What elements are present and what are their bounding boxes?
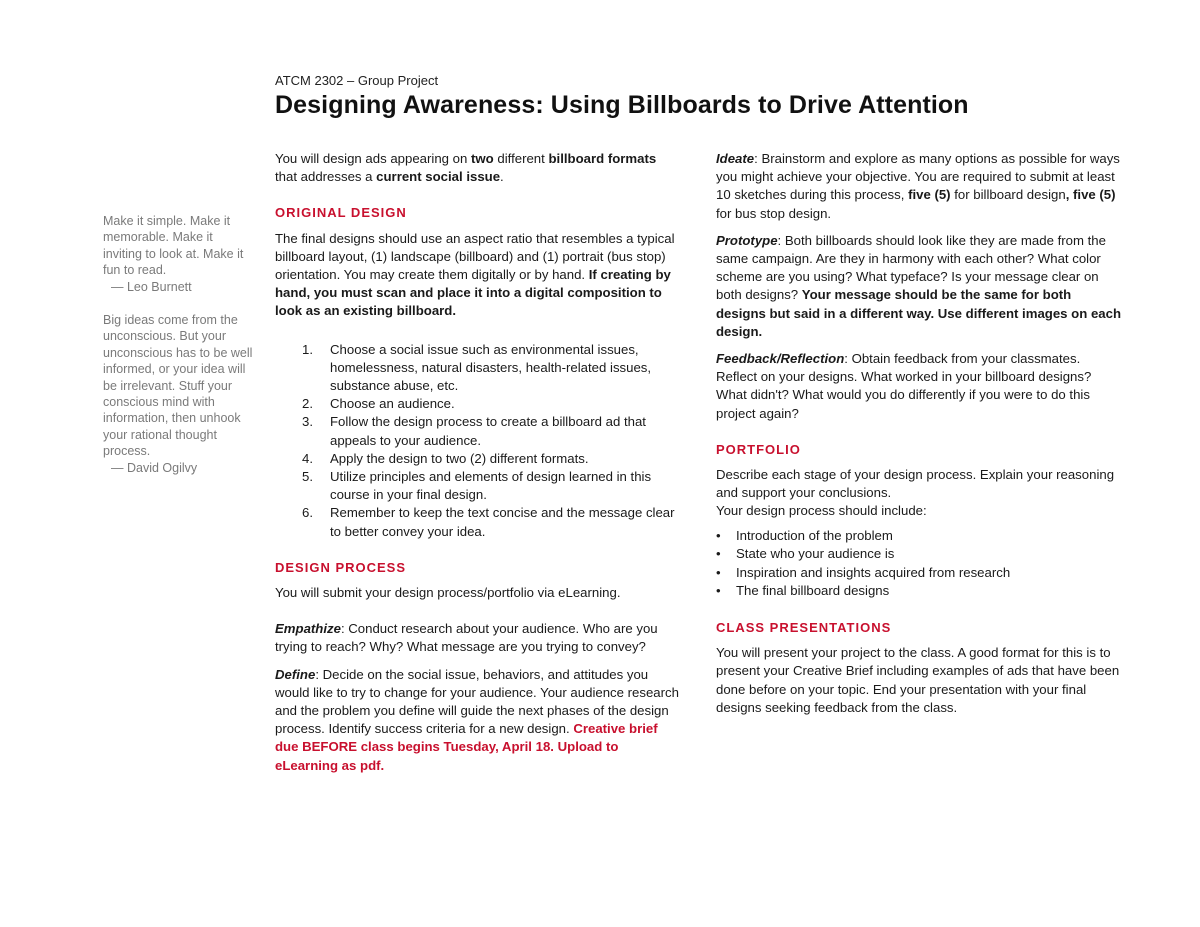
intro-bold: two (471, 151, 494, 166)
prototype-paragraph (716, 232, 1121, 341)
portfolio-list (716, 527, 1121, 601)
ideate-text: for bus stop design. (716, 205, 832, 221)
list-item: • Inspiration and insights acquired from research (716, 564, 1121, 583)
empathize-paragraph (275, 620, 680, 656)
list-number: 5. (302, 469, 313, 485)
empathize-text: : Conduct research about your audience. Who are you trying to reach? Why? What message are you trying to convey? (275, 621, 658, 655)
define-text: : Decide on the social issue, behaviors, and attitudes you would like to try to change for your audience. Your audience research and the problem you define will guide the next phases of the design process. Identify success criteria for a new design. (275, 666, 679, 737)
list-text: Choose an audience. (330, 396, 455, 412)
prototype-label: Prototype (716, 232, 778, 248)
course-label: ATCM 2302 – Group Project (275, 73, 439, 88)
prototype-text: : Both billboards should look like they are made from the same campaign. Are they in harmony with each other? What color scheme are you using? What typeface? Is your message clear on both designs? (716, 232, 1106, 303)
list-number: 6. (302, 505, 313, 521)
class-presentations-paragraph: You will present your project to the class. A good format for this is to present your Creative Brief including examples of ads that have been done before on your topic. End your presentation with your final designs seeking feedback from the class. (716, 645, 1120, 715)
intro-paragraph (275, 150, 680, 186)
feedback-label: Feedback/Reflection (716, 351, 845, 367)
list-item: • State who your audience is (716, 545, 1121, 564)
portfolio-paragraph (716, 466, 1121, 521)
list-text: Remember to keep the text concise and the message clear to better convey your idea. (330, 505, 675, 539)
feedback-paragraph (716, 350, 1121, 423)
ideate-text: : Brainstorm and explore as many options as possible for ways you might achieve your objective. You are required to submit at least 10 sketches during this process, (716, 151, 1120, 203)
list-text: Follow the design process to create a billboard ad that appeals to your audience. (330, 414, 646, 448)
list-item (275, 450, 680, 468)
list-item (275, 341, 680, 396)
list-item: • Introduction of the problem (716, 527, 1121, 546)
ideate-text: for billboard design (950, 187, 1066, 203)
sidebar-quotes (103, 213, 253, 476)
design-process-heading: DESIGN PROCESS (275, 559, 407, 575)
intro-text: . (500, 169, 504, 185)
portfolio-text: Describe each stage of your design process. Explain your reasoning and support your conclusions. (716, 467, 1115, 501)
empathize-label: Empathize (275, 621, 341, 637)
intro-text: You will design ads appearing on (275, 151, 472, 166)
design-process-intro: You will submit your design process/portfolio via eLearning. (275, 585, 621, 601)
original-design-paragraph (275, 230, 680, 321)
original-design-text: The final designs should use an aspect ratio that resembles a typical billboard layout, (1) landscape (billboard) and (1) portrait (bus stop) orientation. You may create them digitally or by hand. (275, 230, 675, 283)
list-item (275, 504, 680, 540)
list-item (275, 468, 680, 504)
ideate-bold: , five (5) (1065, 187, 1116, 203)
list-number: 3. (302, 414, 313, 430)
left-column (275, 150, 680, 784)
intro-bold: current social issue (376, 169, 501, 185)
prototype-bold: Your message should be the same for both designs but said in a different way. Use different images on each design. (716, 287, 1121, 339)
right-column (716, 150, 1121, 726)
list-text: Apply the design to two (2) different formats. (330, 450, 589, 466)
list-item (275, 413, 680, 449)
quote-attribution: — David Ogilvy (111, 460, 198, 475)
quote-burnett (103, 213, 253, 295)
quote-attribution: — Leo Burnett (111, 279, 192, 294)
list-number: 2. (302, 396, 313, 412)
define-paragraph (275, 666, 680, 775)
ideate-bold: five (5) (908, 187, 951, 203)
original-design-bold: If creating by hand, you must scan and place it into a digital composition to look as an existing billboard. (275, 267, 671, 319)
list-text: Choose a social issue such as environmental issues, homelessness, natural disasters, health-related issues, substance abuse, etc. (330, 341, 652, 394)
define-label: Define (275, 666, 316, 682)
intro-text: different (493, 151, 549, 166)
portfolio-heading: PORTFOLIO (716, 441, 801, 457)
page-title: Designing Awareness: Using Billboards to Drive Attention (275, 91, 969, 119)
intro-text: that addresses a (275, 169, 377, 185)
feedback-text: : Obtain feedback from your classmates. Reflect on your designs. What worked in your billboard designs? What didn't? What would you do differently if you were to do this project again? (716, 351, 1092, 421)
class-presentations-heading: CLASS PRESENTATIONS (716, 620, 892, 636)
quote-text: Make it simple. Make it memorable. Make it inviting to look at. Make it fun to read. (103, 214, 244, 278)
intro-bold: billboard formats (548, 151, 657, 166)
list-number: 4. (302, 450, 313, 466)
ideate-label: Ideate (716, 151, 755, 166)
steps-list (275, 341, 680, 541)
ideate-paragraph (716, 150, 1121, 223)
list-item: • The final billboard designs (716, 582, 1121, 601)
portfolio-text: Your design process should include: (716, 503, 927, 519)
list-text: Utilize principles and elements of design learned in this course in your final design. (330, 469, 652, 503)
deadline-notice: Creative brief due BEFORE class begins Tuesday, April 18. Upload to eLearning as pdf. (275, 721, 658, 773)
quote-ogilvy (103, 312, 253, 476)
list-number: 1. (302, 341, 313, 357)
original-design-heading: ORIGINAL DESIGN (275, 205, 407, 221)
list-item (275, 395, 680, 413)
quote-text: Big ideas come from the unconscious. But your unconscious has to be well informed, or your idea will be irrelevant. Stuff your conscious mind with information, then unhook your rational thought process. (103, 313, 253, 459)
